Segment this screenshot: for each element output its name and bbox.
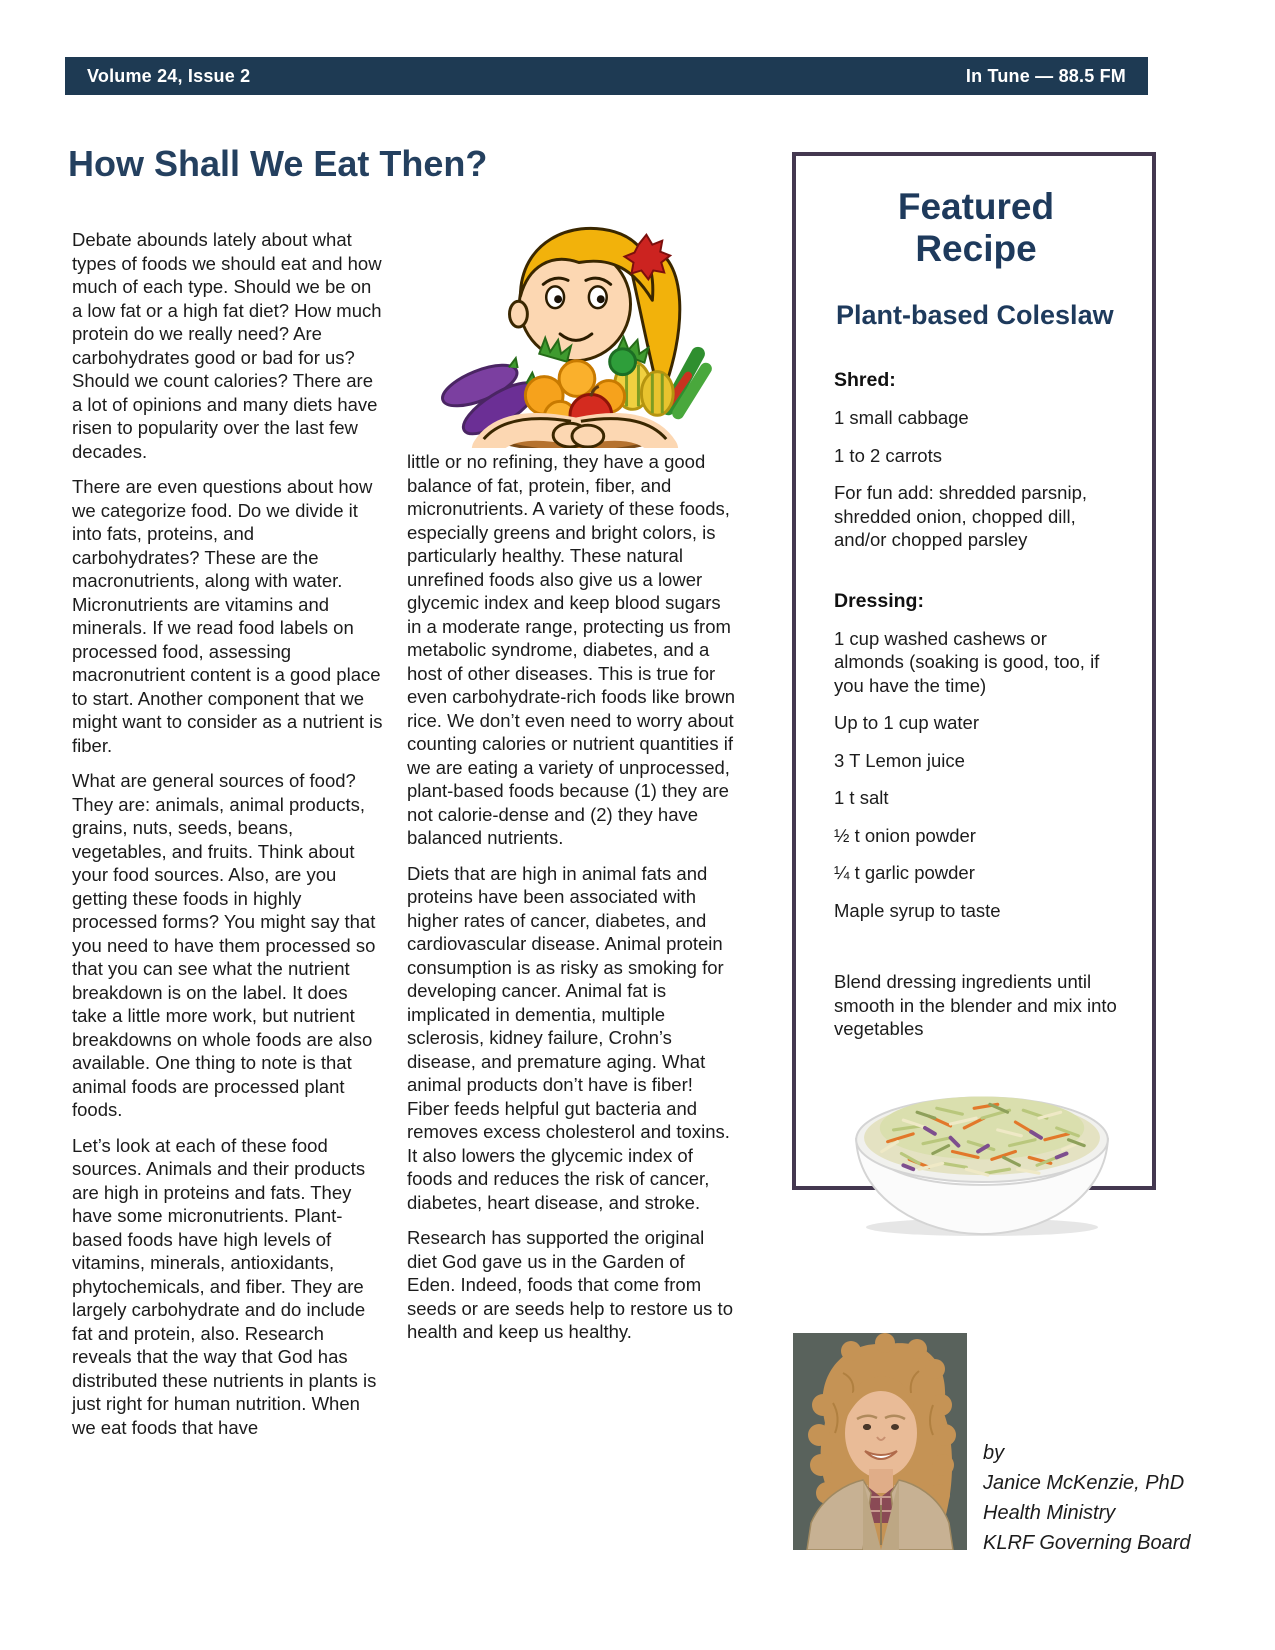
recipe-title: Featured Recipe xyxy=(897,186,1055,269)
recipe-item: ½ t onion powder xyxy=(834,824,976,846)
recipe-item: 1 t salt xyxy=(834,787,889,808)
byline-line: Janice McKenzie, PhD xyxy=(983,1472,1185,1494)
recipe-item: 1 cup washed cashews or almonds (soaking is good, too, if you have the time) xyxy=(834,627,1100,696)
byline xyxy=(983,1438,1223,1558)
article-headline: How Shall We Eat Then? xyxy=(68,143,488,184)
article-paragraph: Debate abounds lately about what types of foods we should eat and how much of each type. Should we be on a low fat or a high fat diet? How much protein do we really need? Are carbohydrates good or bad for us? Should we count calories? There are a lot of opinions and many diets have risen to popularity over the last few decades. xyxy=(72,229,382,462)
recipe-item: Maple syrup to taste xyxy=(834,899,1001,921)
recipe-subtitle: Plant-based Coleslaw xyxy=(836,300,1114,330)
byline-line: Health Ministry xyxy=(983,1502,1116,1524)
recipe-instructions: Blend dressing ingredients until smooth in the blender and mix into vegetables xyxy=(834,971,1117,1039)
article-paragraph: What are general sources of food? They are: animals, animal products, grains, nuts, seeds, beans, vegetables, and fruits. Think about your food sources. Also, are you getting these foods in highly processed forms? You might say that you need to have them processed so that you can see what the nutrient breakdown is on the label. It does take a little more work, but nutrient breakdowns on whole foods are also available. One thing to note is that animal foods are processed plant foods. xyxy=(72,770,376,1120)
article-paragraph: Research has supported the original diet God gave us in the Garden of Eden. Indeed, foods that come from seeds or are seeds help to restore us to health and keep us healthy. xyxy=(407,1227,733,1342)
recipe-item: For fun add: shredded parsnip, shredded onion, chopped dill, and/or chopped parsley xyxy=(834,482,1087,550)
article-column-1 xyxy=(72,228,386,1451)
masthead-bar xyxy=(65,57,1148,95)
article-paragraph: Let’s look at each of these food sources. Animals and their products are high in proteins and fats. They have some micronutrients. Plant-based foods have high levels of vitamins, minerals, antioxidants, phytochemicals, and fiber. They are largely carbohydrate and do include fat and protein, also. Research reveals that the way that God has distributed these nutrients in plants is just right for human nutrition. When we eat foods that have xyxy=(72,1134,377,1438)
article-paragraph: Diets that are high in animal fats and proteins have been associated with higher rates of cancer, diabetes, and cardiovascular disease. Animal protein consumption is as risky as smoking for developing cancer. Animal fat is implicated in dementia, multiple sclerosis, kidney failure, Crohn’s disease, and premature aging. What animal products don’t have is fiber! Fiber feeds helpful gut bacteria and removes excess cholesterol and toxins. It also lowers the glycemic index of foods and reduces the risk of cancer, diabetes, heart disease, and stroke. xyxy=(407,862,730,1213)
recipe-section-heading: Dressing: xyxy=(834,589,924,612)
recipe-section-dressing xyxy=(834,590,1118,923)
byline-line: by xyxy=(983,1442,1005,1464)
recipe-section-heading: Shred: xyxy=(834,369,896,391)
byline-line: KLRF Governing Board xyxy=(983,1532,1191,1554)
author-portrait-photo xyxy=(793,1333,967,1550)
recipe-section-shred xyxy=(834,369,1118,552)
recipe-item: 1 small cabbage xyxy=(834,407,969,428)
girl-with-produce-illustration xyxy=(428,205,716,448)
recipe-item: 3 T Lemon juice xyxy=(834,749,965,771)
issue-label: Volume 24, Issue 2 xyxy=(87,65,251,86)
recipe-item: Up to 1 cup water xyxy=(834,712,979,733)
article-paragraph: little or no refining, they have a good balance of fat, protein, fiber, and micronutrients. A variety of these foods, especially greens and bright colors, is particularly healthy. These natural unrefined foods also give us a lower glycemic index and keep blood sugars in a moderate range, protecting us from metabolic syndrome, diabetes, and a host of other diseases. This is true for even carbohydrate-rich foods like brown rice. We don’t even need to worry about counting calories or nutrient quantities if we are eating a variety of unprocessed, plant-based foods because (1) they are not calorie-dense and (2) they have balanced nutrients. xyxy=(407,451,736,848)
recipe-item: ¼ t garlic powder xyxy=(834,862,975,883)
article-column-2 xyxy=(407,450,737,1356)
station-label: In Tune — 88.5 FM xyxy=(965,65,1126,86)
featured-recipe-card xyxy=(792,152,1156,1190)
coleslaw-bowl-image xyxy=(834,1067,1130,1239)
recipe-item: 1 to 2 carrots xyxy=(834,444,942,466)
article-paragraph: There are even questions about how we categorize food. Do we divide it into fats, proteins, and carbohydrates? These are the macronutrients, along with water. Micronutrients are vitamins and minerals. If we read food labels on processed food, assessing macronutrient content is a good place to start. Another component that we might want to consider as a nutrient is fiber. xyxy=(72,476,383,756)
